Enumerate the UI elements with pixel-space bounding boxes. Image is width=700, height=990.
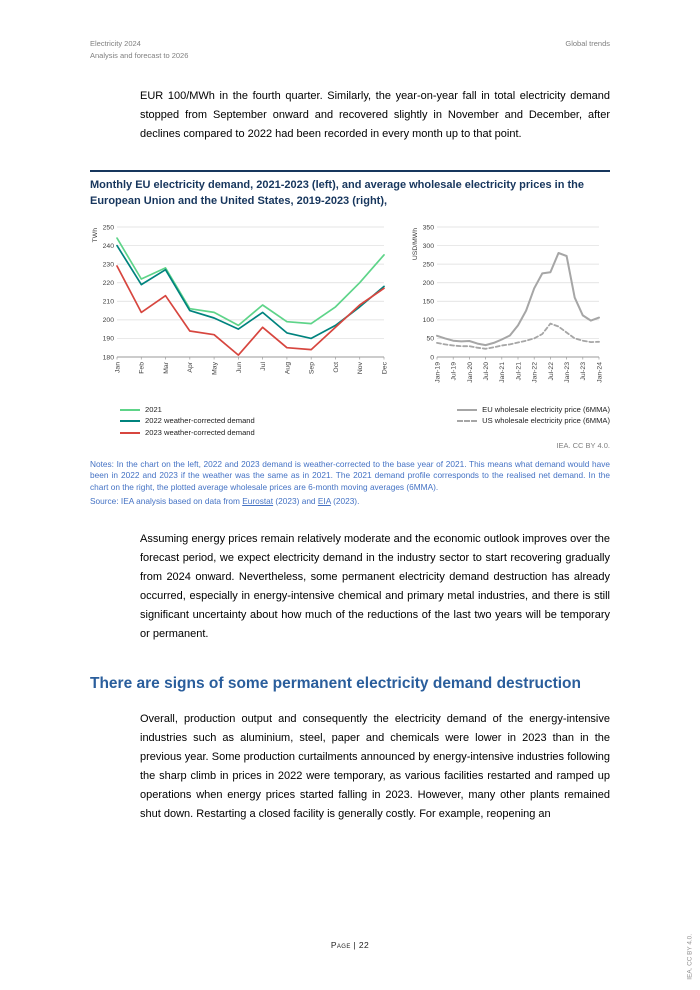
x-tick-label: Jan-23 [564,362,571,383]
x-tick-label: Apr [187,362,195,373]
figure-credit: IEA. CC BY 4.0. [556,441,610,451]
figure-source [90,496,610,506]
y-tick-label: 180 [102,354,114,362]
legend-line-swatch [120,432,140,434]
series-line-2023-weather-corrected-demand [117,266,384,355]
intro-paragraph: EUR 100/MWh in the fourth quarter. Similarly, the year-on-year fall in total electricity demand stopped from September onward and recovered slightly in November and December, after declines compared to 2022 had been recorded in every month up to that point. [140,90,610,141]
series-line-2022-weather-corrected-demand [117,246,384,339]
page-content [90,38,610,824]
x-tick-label: Jul-20 [483,362,490,381]
legend-item [120,404,395,415]
x-tick-label: Jul-19 [450,362,458,381]
x-tick-label: Nov [357,362,365,375]
paragraph-overall: Overall, production output and consequently the electricity demand of the energy-intensive industries such as aluminium, steel, paper and chemicals were lower in 2023 than in the previous year. Some production curtailments announced by energy-intensive industries following the sharp climb in prices in 2022 were temporary, as various facilities restarted and ramped up operations when energy prices started falling in 2023. However, many other plants remained shut down. Restarting a closed facility is generally costly. For example, reopening an [140,713,610,821]
y-tick-label: 50 [426,335,434,343]
y-tick-label: 200 [422,280,434,288]
wholesale-price-chart [410,219,605,397]
x-tick-label: Jan-19 [434,362,442,383]
y-tick-label: 150 [422,298,434,306]
x-tick-label: Jun [235,362,243,373]
y-tick-label: 100 [422,317,434,325]
legend-item [120,415,395,426]
legend-label: 2023 weather-corrected demand [145,427,255,437]
y-tick-label: 240 [102,242,114,250]
x-tick-label: Jan-24 [596,362,604,383]
y-tick-label: 250 [102,224,114,232]
page-footer [0,940,700,950]
side-credit-vertical: IEA. CC BY 4.0. [687,934,694,980]
figure-title: Monthly EU electricity demand, 2021-2023 (left), and average wholesale electricity prices in the European Union and the United States, 2019-2023 (right), [90,179,584,207]
x-tick-label: Mar [162,362,170,374]
x-tick-label: Oct [332,362,340,373]
series-line-eu-wholesale-electricity-price-6mma- [437,253,599,345]
legend-label: 2022 weather-corrected demand [145,416,255,426]
y-tick-label: 220 [102,280,114,288]
source-text: (2023). [330,496,360,507]
x-tick-label: Jan-20 [466,362,474,383]
x-tick-label: Jan-21 [499,362,507,383]
x-tick-label: Jul-23 [580,362,588,381]
y-tick-label: 0 [430,354,434,362]
legend-item [457,415,610,426]
price-chart-column [410,219,610,427]
page-number: Page | 22 [330,940,370,950]
series-line-2021 [117,238,384,325]
legend-line-swatch [120,409,140,411]
report-title: Electricity 2024 [90,39,141,48]
x-tick-label: Sep [308,362,316,375]
y-tick-label: 350 [422,224,434,232]
y-tick-label: 210 [102,298,114,306]
price-chart-legend [410,404,610,427]
y-axis-title: USD/MWh [412,228,419,261]
x-tick-label: Jul-21 [515,362,523,381]
figure-block [90,170,610,506]
legend-label: US wholesale electricity price (6MMA) [482,416,610,426]
report-subtitle: Analysis and forecast to 2026 [90,50,189,60]
series-line-us-wholesale-electricity-price-6mma- [437,324,599,349]
eia-link[interactable]: EIA [317,496,331,507]
header-section-label: Global trends [565,39,610,48]
x-tick-label: Feb [138,362,146,374]
header-left [90,38,188,61]
x-tick-label: Jan [114,362,122,373]
x-tick-label: Dec [381,362,389,375]
x-tick-label: Aug [284,362,292,375]
legend-item [457,404,610,415]
x-tick-label: May [211,362,219,375]
page-header [90,38,610,61]
source-text: (2023) and [273,496,318,507]
figure-top-rule [90,170,610,172]
legend-label: EU wholesale electricity price (6MMA) [482,405,610,415]
y-tick-label: 200 [102,317,114,325]
paragraph-assuming: Assuming energy prices remain relatively moderate and the economic outlook improves over the forecast period, we expect electricity demand in the industry sector to start recovering gradually from 2024 onward. Nevertheless, some permanent electricity demand destruction has already occurred, especially in energy-intensive chemical and primary metal industries, and there is still significant uncertainty about how much of the reductions of the last two years will be temporary or permanent. [140,533,610,641]
source-text: Source: IEA analysis based on data from [90,496,243,507]
figure-notes: Notes: In the chart on the left, 2022 and 2023 demand is weather-corrected to the base year of 2021. This means what demand would have been in 2022 and 2023 if the weather was the same as in 2021. The 2021 demand profile corresponds to the realised net demand. In the chart on the right, the plotted average wholesale prices are 6-month moving averages (6MMA). [90,459,610,492]
x-tick-label: Jan-22 [531,362,539,383]
demand-chart-column [90,219,395,438]
eu-demand-chart [90,219,390,397]
legend-label: 2021 [145,405,162,415]
legend-line-swatch [120,420,140,422]
eurostat-link[interactable]: Eurostat [242,496,274,507]
y-axis-title: TWh [92,228,99,243]
x-tick-label: Jul-22 [547,362,555,381]
legend-line-swatch [457,420,477,422]
charts-row [90,219,610,438]
y-tick-label: 300 [422,242,434,250]
x-tick-label: Jul [260,362,268,371]
y-tick-label: 250 [422,261,434,269]
legend-item [120,427,395,438]
y-tick-label: 230 [102,261,114,269]
section-heading: There are signs of some permanent electricity demand destruction [90,675,581,693]
y-tick-label: 190 [102,335,114,343]
legend-line-swatch [457,409,477,411]
demand-chart-legend [120,404,395,438]
